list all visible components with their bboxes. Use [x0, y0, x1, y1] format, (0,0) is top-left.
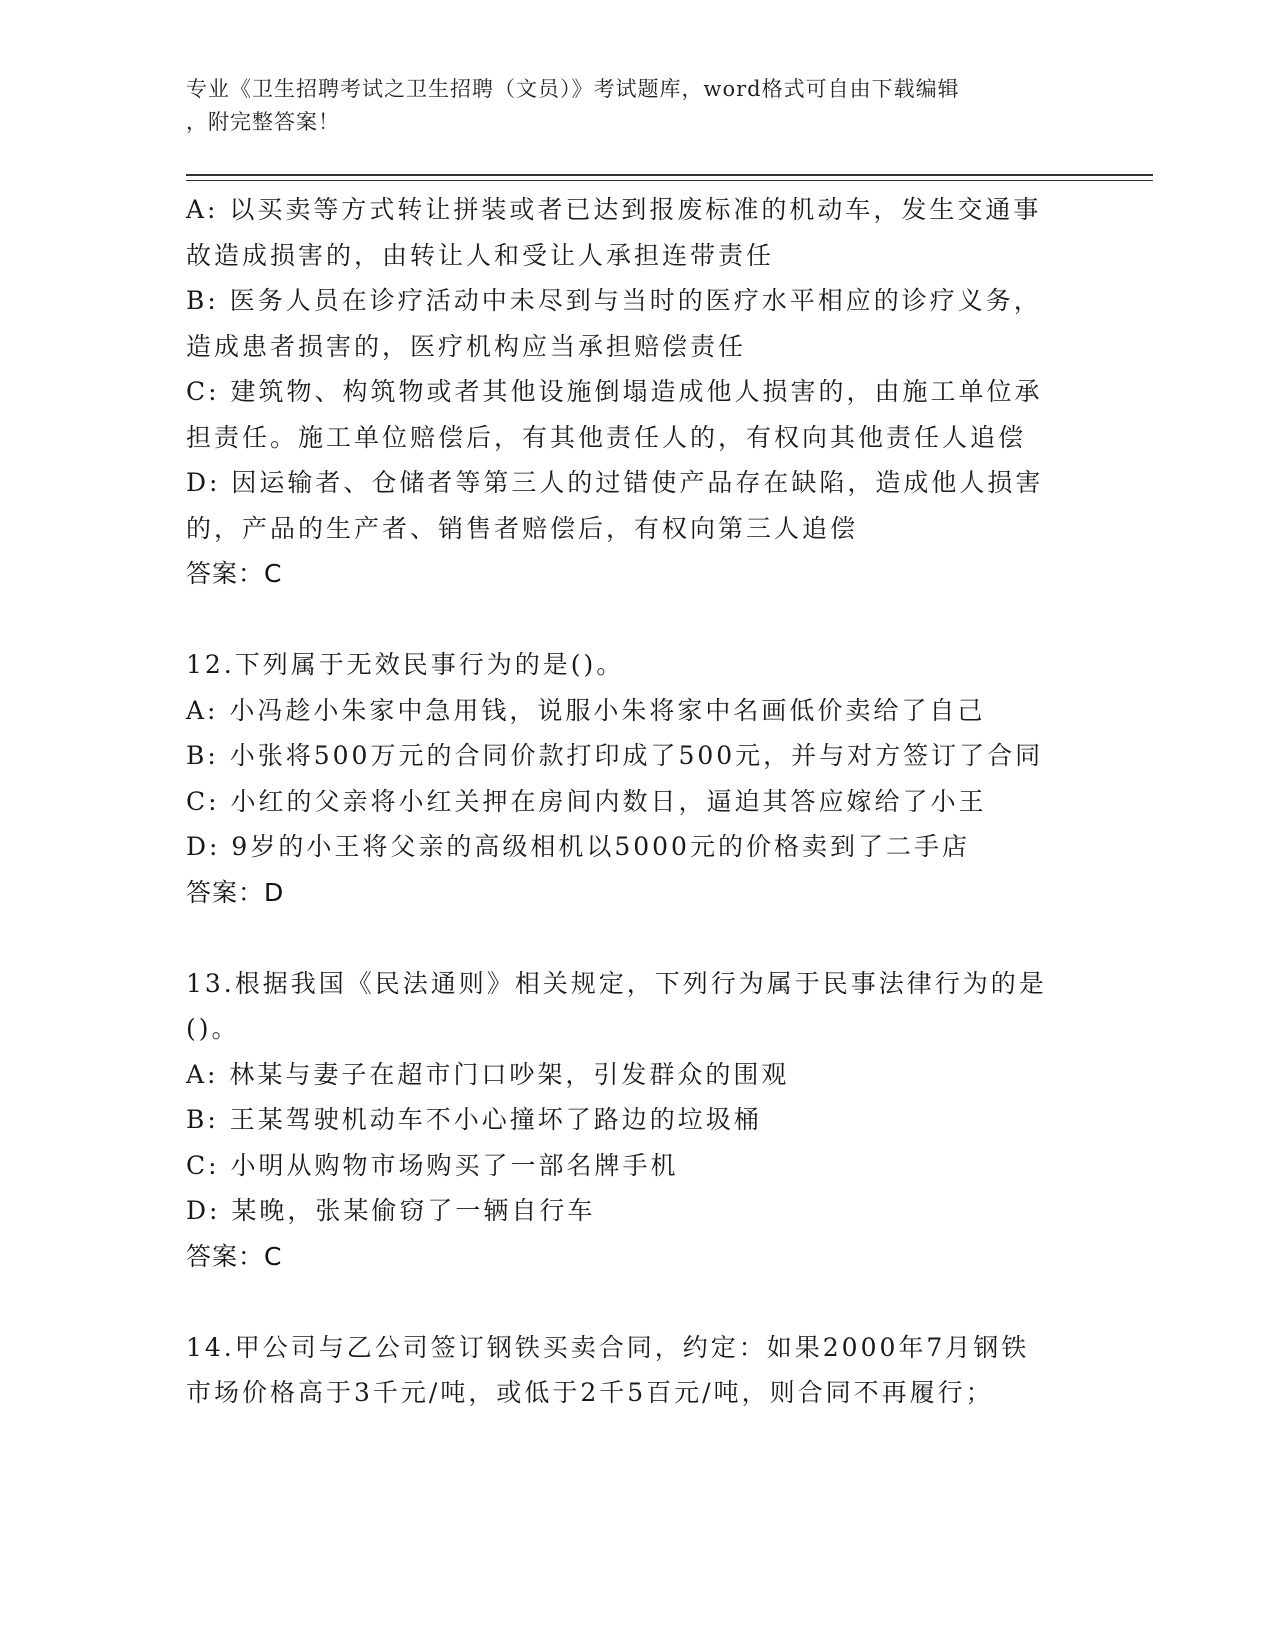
question-12 — [186, 642, 1066, 915]
header-rule-thick — [186, 174, 1153, 176]
question-14-stem-line-1: 14.甲公司与乙公司签订钢铁买卖合同，约定：如果2000年7月钢铁 — [186, 1332, 1030, 1362]
option-b: B: 王某驾驶机动车不小心撞坏了路边的垃圾桶 — [186, 1105, 762, 1134]
option-a-line-2: 故造成损害的，由转让人和受让人承担连带责任 — [186, 240, 775, 270]
answer-11: 答案：C — [186, 559, 283, 588]
spacer — [186, 597, 1066, 643]
question-14 — [186, 1325, 1066, 1416]
option-d-line-1: D: 因运输者、仓储者等第三人的过错使产品存在缺陷，造成他人损害 — [186, 468, 1044, 497]
option-c-line-1: C: 建筑物、构筑物或者其他设施倒塌造成他人损害的，由施工单位承 — [186, 377, 1043, 406]
question-13-stem-line-2: ()。 — [186, 1014, 240, 1043]
option-c-line-2: 担责任。施工单位赔偿后，有其他责任人的，有权向其他责任人追偿 — [186, 422, 1027, 452]
option-d: D: 某晚，张某偷窃了一辆自行车 — [186, 1196, 596, 1225]
question-13 — [186, 961, 1066, 1280]
question-12-stem: 12.下列属于无效民事行为的是()。 — [186, 650, 625, 679]
option-a: A: 小冯趁小朱家中急用钱，说服小朱将家中名画低价卖给了自己 — [186, 695, 986, 725]
page-header — [186, 73, 1066, 139]
question-11-options — [186, 187, 1066, 597]
option-b-line-2: 造成患者损害的，医疗机构应当承担赔偿责任 — [186, 331, 747, 361]
answer-13: 答案：C — [186, 1241, 283, 1271]
header-rule-thin — [186, 180, 1153, 181]
option-d-line-2: 的，产品的生产者、销售者赔偿后，有权向第三人追偿 — [186, 513, 859, 543]
option-a: A: 林某与妻子在超市门口吵架，引发群众的围观 — [186, 1059, 790, 1089]
question-14-stem-line-2: 市场价格高于3千元/吨，或低于2千5百元/吨，则合同不再履行； — [186, 1378, 994, 1407]
option-d: D: 9岁的小王将父亲的高级相机以5000元的价格卖到了二手店 — [186, 832, 970, 861]
spacer — [186, 1279, 1066, 1325]
answer-12: 答案：D — [186, 877, 285, 907]
header-line-2: ，附完整答案！ — [186, 110, 340, 134]
spacer — [186, 915, 1066, 961]
option-b-line-1: B: 医务人员在诊疗活动中未尽到与当时的医疗水平相应的诊疗义务， — [186, 286, 1042, 315]
option-c: C: 小红的父亲将小红关押在房间内数日，逼迫其答应嫁给了小王 — [186, 786, 987, 816]
option-b: B: 小张将500万元的合同价款打印成了500元，并与对方签订了合同 — [186, 741, 1044, 770]
question-13-stem-line-1: 13.根据我国《民法通则》相关规定，下列行为属于民事法律行为的是 — [186, 968, 1047, 998]
question-content — [186, 187, 1066, 1416]
option-a-line-1: A: 以买卖等方式转让拼装或者已达到报废标准的机动车，发生交通事 — [186, 195, 1042, 224]
option-c: C: 小明从购物市场购买了一部名牌手机 — [186, 1150, 679, 1180]
header-line-1: 专业《卫生招聘考试之卫生招聘（文员）》考试题库，word格式可自由下载编辑 — [186, 77, 960, 101]
